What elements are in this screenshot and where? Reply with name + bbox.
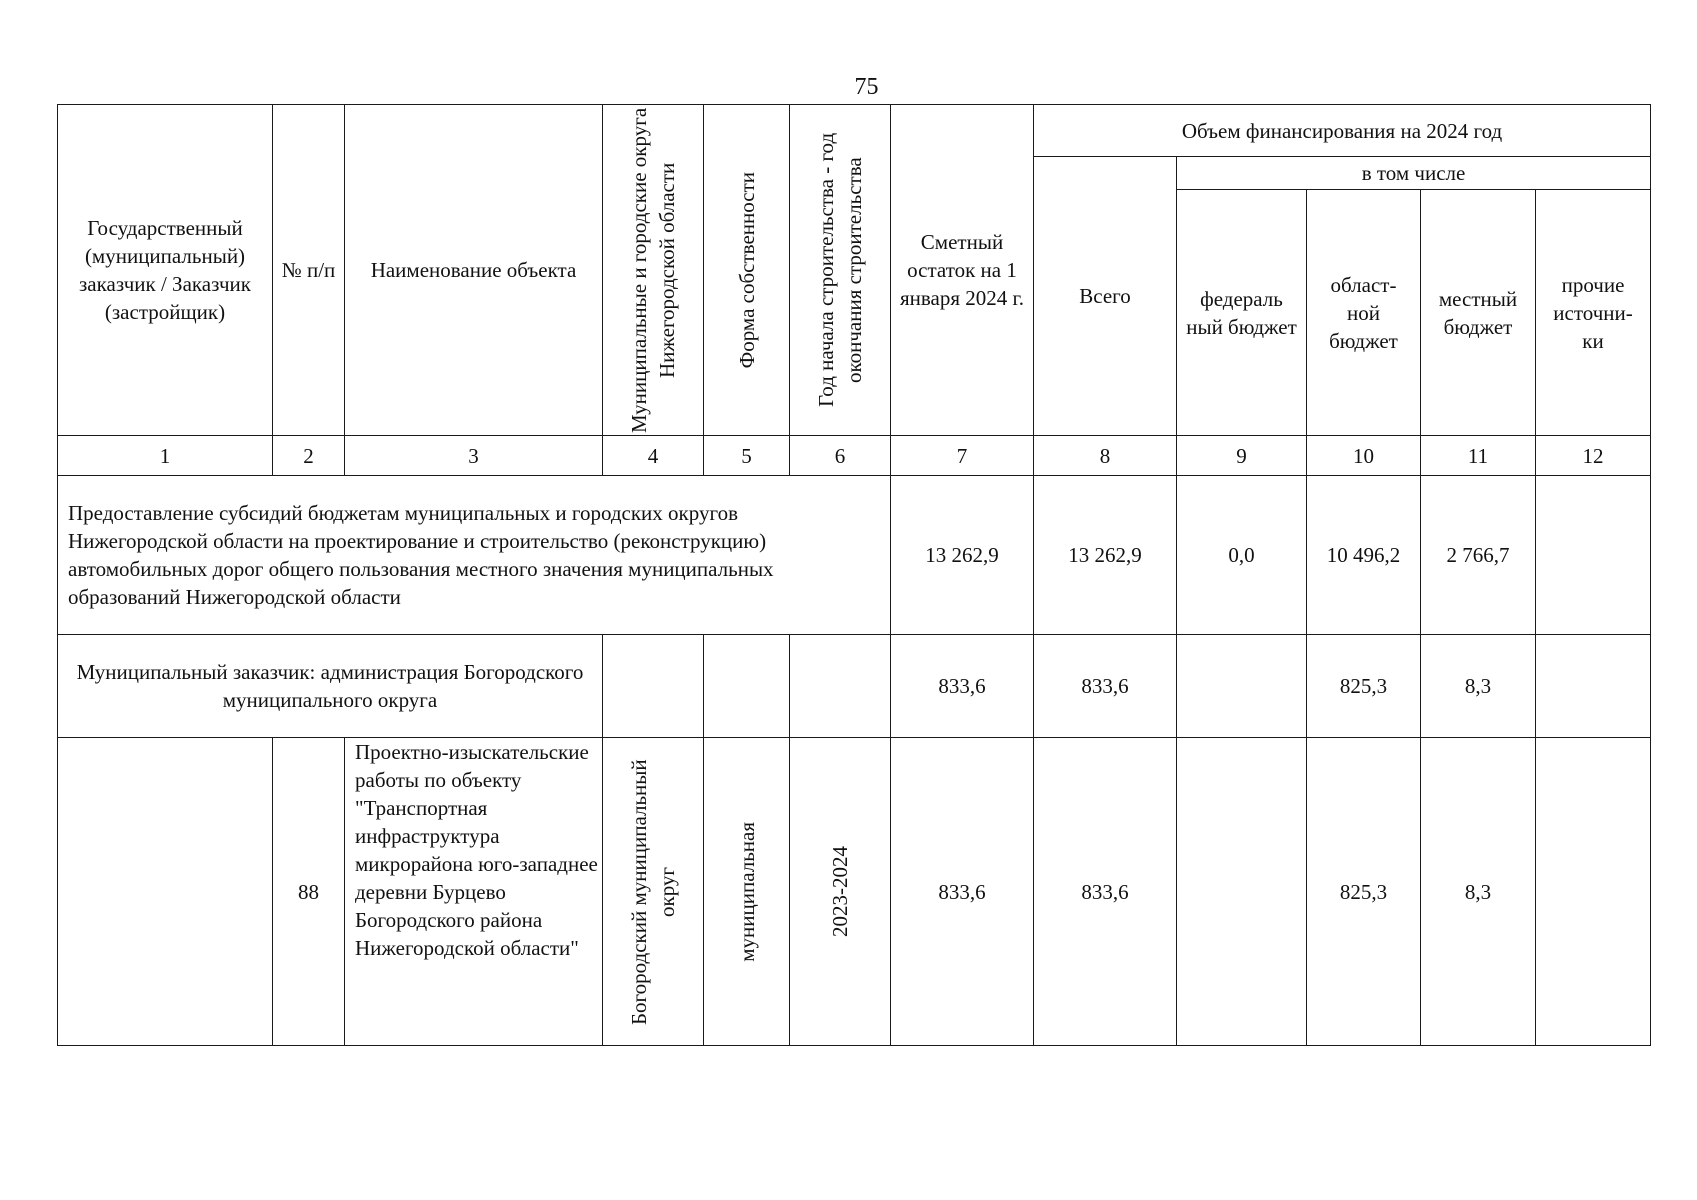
- table-row-object: [58, 738, 1651, 1046]
- column-number: 12: [1536, 436, 1651, 476]
- header-object-name: Наименование объекта: [345, 105, 603, 436]
- column-number: 1: [58, 436, 273, 476]
- financing-table: [57, 104, 1651, 1046]
- customer-regional: 825,3: [1307, 635, 1421, 738]
- column-number: 8: [1034, 436, 1177, 476]
- customer-total: 833,6: [1034, 635, 1177, 738]
- header-years: [790, 105, 891, 436]
- column-number: 5: [704, 436, 790, 476]
- column-number: 9: [1177, 436, 1307, 476]
- object-number: 88: [273, 738, 345, 1046]
- header-regional: област- ной бюджет: [1307, 190, 1421, 436]
- object-ownership: [704, 738, 790, 1046]
- header-estimate: Сметный остаток на 1 января 2024 г.: [891, 105, 1034, 436]
- object-total: 833,6: [1034, 738, 1177, 1046]
- header-financing: Объем финансирования на 2024 год: [1034, 105, 1651, 157]
- total-description: Предоставление субсидий бюджетам муниципальных и городских округов Нижегородской области на проектирование и строительство (реконструкцию) автомобильных дорог общего пользования местного значения муниципальных образований Нижегородской области: [58, 476, 891, 635]
- header-federal: федераль ный бюджет: [1177, 190, 1307, 436]
- object-years: [790, 738, 891, 1046]
- object-regional: 825,3: [1307, 738, 1421, 1046]
- column-numbers-row: [58, 436, 1651, 476]
- object-district: [603, 738, 704, 1046]
- header-total: Всего: [1034, 157, 1177, 436]
- header-districts: [603, 105, 704, 436]
- header-ownership: [704, 105, 790, 436]
- total-estimate: 13 262,9: [891, 476, 1034, 635]
- column-number: 3: [345, 436, 603, 476]
- total-federal: 0,0: [1177, 476, 1307, 635]
- object-customer-cell: [58, 738, 273, 1046]
- header-row: [58, 105, 1651, 157]
- header-other: прочие источни- ки: [1536, 190, 1651, 436]
- total-other: [1536, 476, 1651, 635]
- header-including: в том числе: [1177, 157, 1651, 190]
- object-years-text: 2023-2024: [828, 846, 852, 937]
- column-number: 2: [273, 436, 345, 476]
- object-ownership-text: муниципальная: [734, 821, 759, 962]
- column-number: 6: [790, 436, 891, 476]
- column-number: 7: [891, 436, 1034, 476]
- customer-label: Муниципальный заказчик: администрация Богородского муниципального округа: [58, 635, 603, 738]
- object-estimate: 833,6: [891, 738, 1034, 1046]
- object-federal: [1177, 738, 1307, 1046]
- customer-local: 8,3: [1421, 635, 1536, 738]
- total-local: 2 766,7: [1421, 476, 1536, 635]
- customer-ownership: [704, 635, 790, 738]
- header-number: № п/п: [273, 105, 345, 436]
- customer-federal: [1177, 635, 1307, 738]
- header-years-text: Год начала строительства - год окончания строительства: [814, 132, 866, 408]
- customer-district: [603, 635, 704, 738]
- table-row-customer: [58, 635, 1651, 738]
- column-number: 11: [1421, 436, 1536, 476]
- object-local: 8,3: [1421, 738, 1536, 1046]
- object-name: Проектно-изыскательские работы по объекту "Транспортная инфраструктура микрорайона юго-западнее деревни Бурцево Богородского района Нижегородской области": [345, 738, 603, 1046]
- object-district-text: Богородский муниципальный округ: [627, 758, 679, 1025]
- page-number: 75: [854, 74, 879, 100]
- customer-other: [1536, 635, 1651, 738]
- customer-estimate: 833,6: [891, 635, 1034, 738]
- total-sum: 13 262,9: [1034, 476, 1177, 635]
- header-customer: Государственный (муниципальный) заказчик / Заказчик (застройщик): [58, 105, 273, 436]
- header-districts-text: Муниципальные и городские округа Нижегородской области: [627, 107, 679, 433]
- header-local: местный бюджет: [1421, 190, 1536, 436]
- customer-years: [790, 635, 891, 738]
- object-other: [1536, 738, 1651, 1046]
- total-regional: 10 496,2: [1307, 476, 1421, 635]
- column-number: 4: [603, 436, 704, 476]
- column-number: 10: [1307, 436, 1421, 476]
- header-ownership-text: Форма собственности: [734, 171, 759, 369]
- table-row-total: [58, 476, 1651, 635]
